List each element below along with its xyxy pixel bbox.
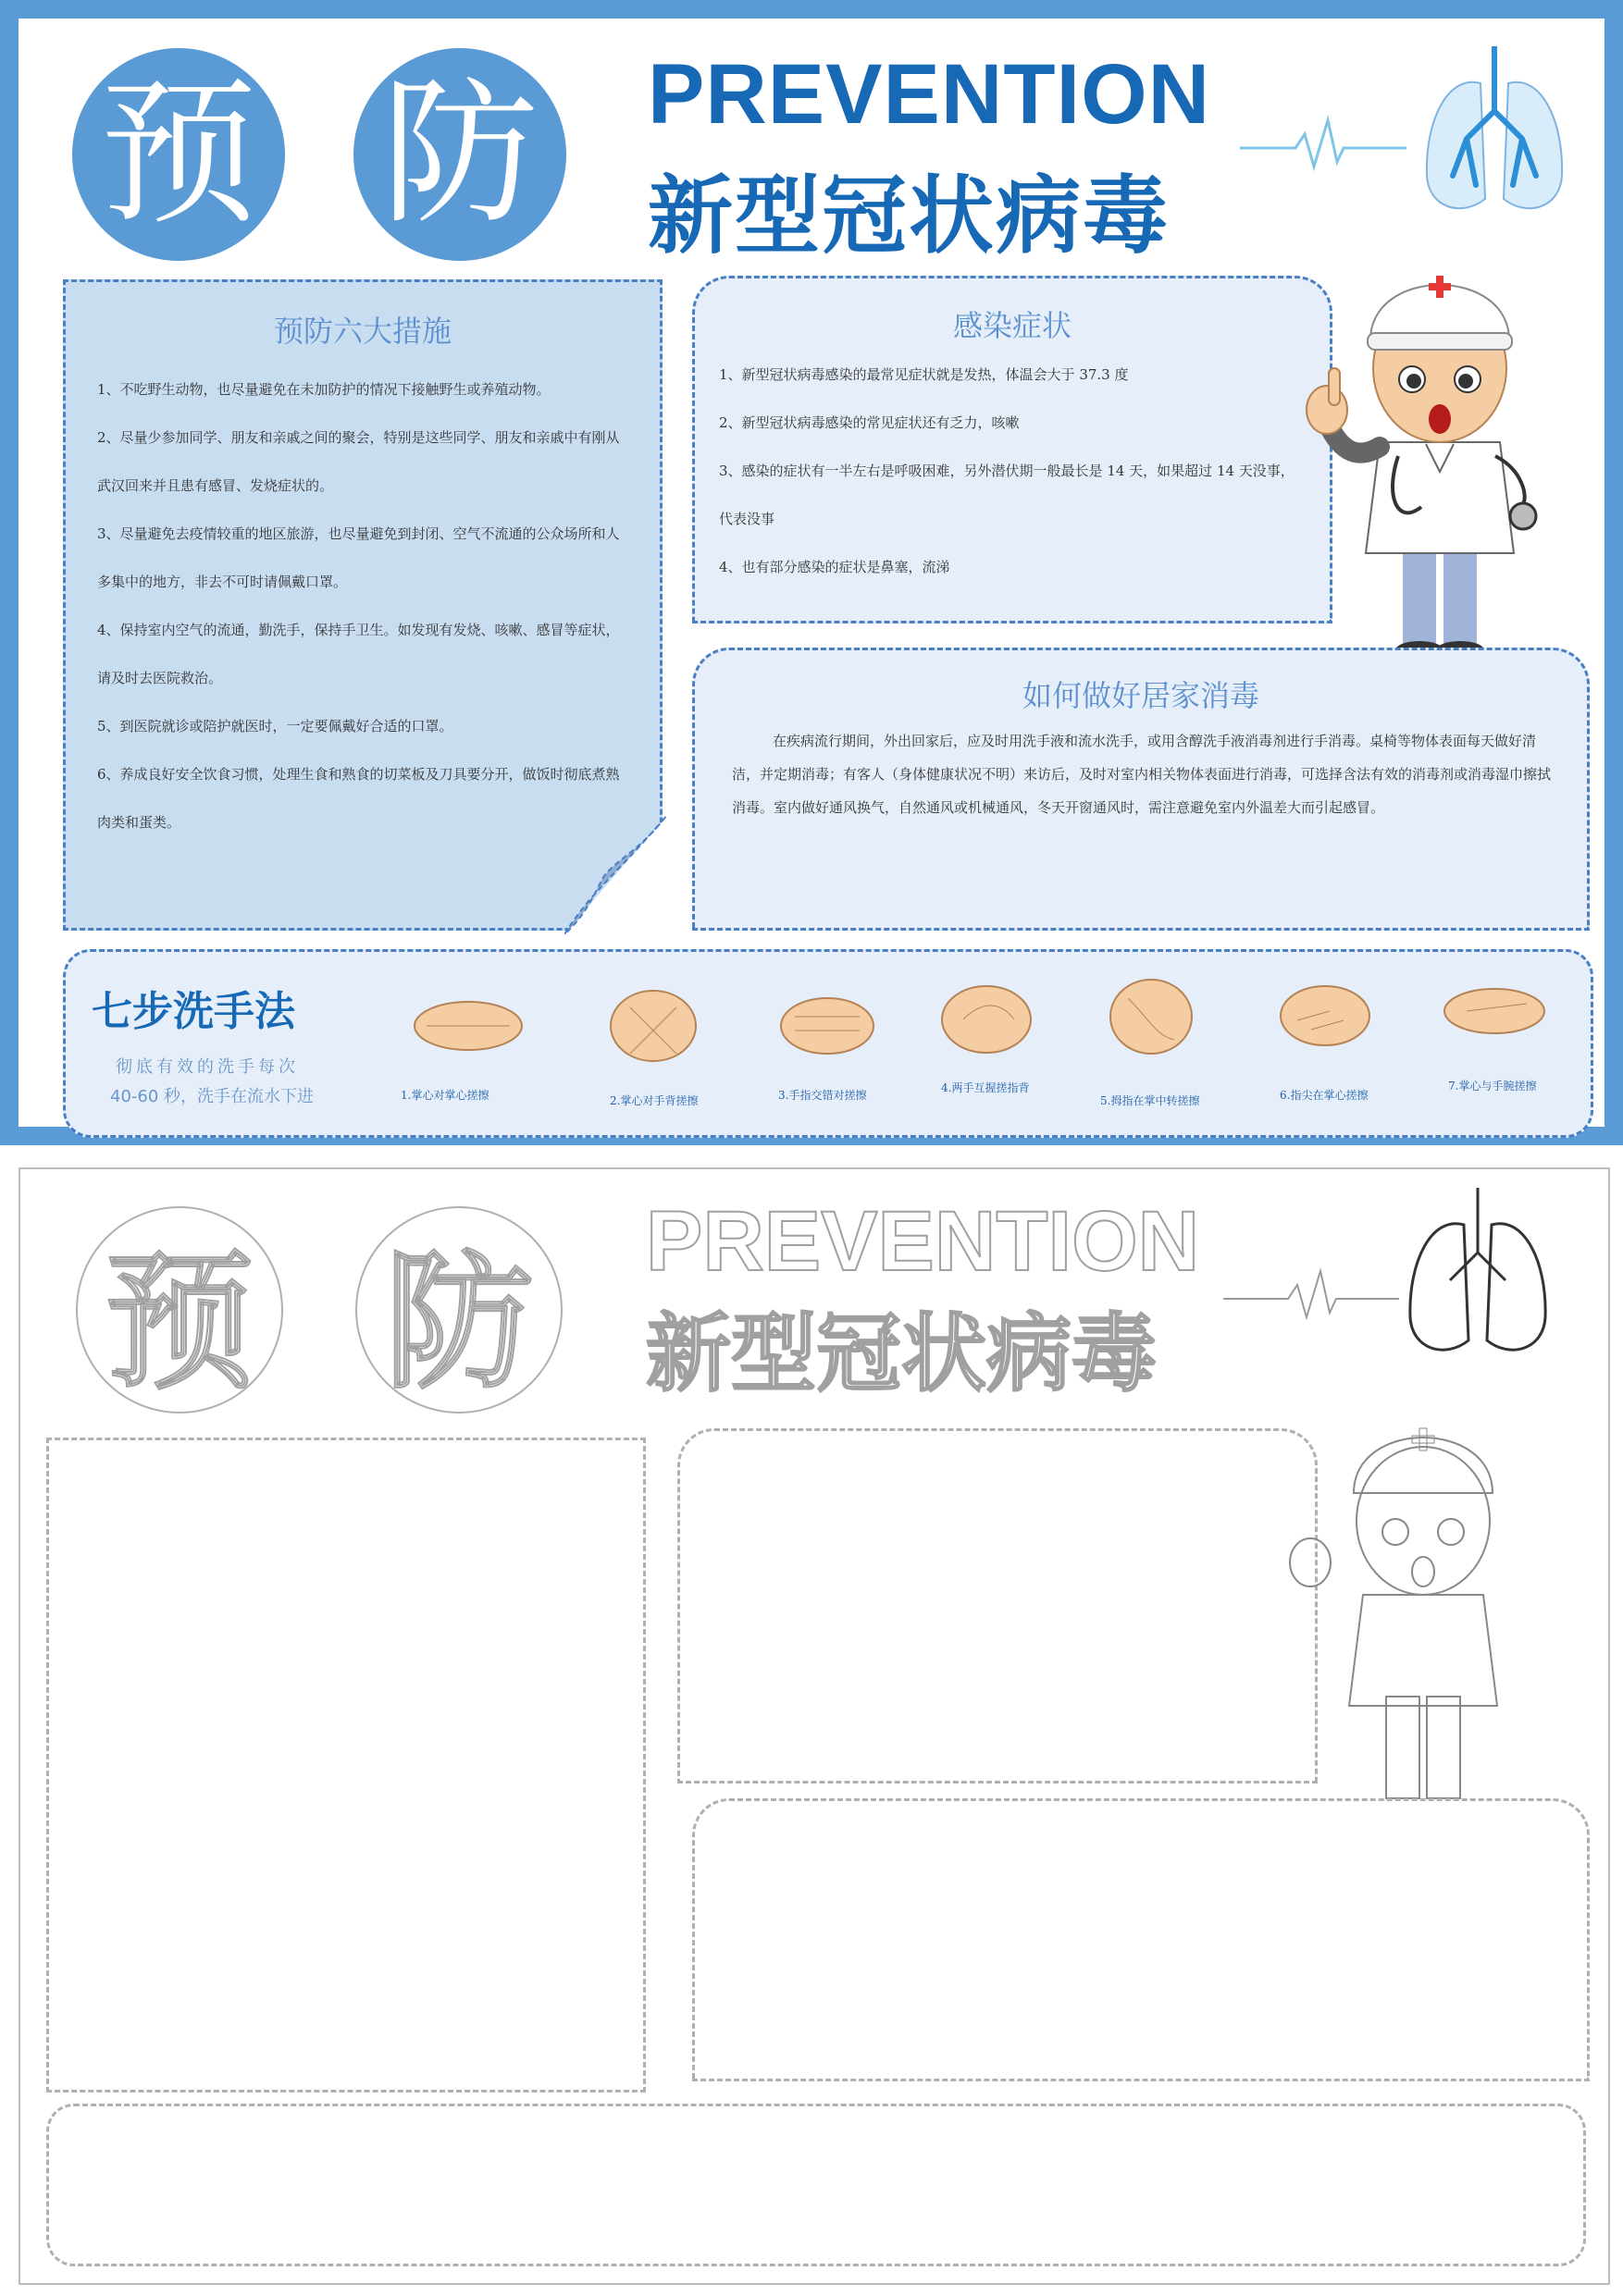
handwash-step-6-icon <box>1274 974 1376 1057</box>
prevention-item-6: 6、养成良好安全饮食习惯，处理生食和熟食的切菜板及刀具要分开，做饭时彻底煮熟肉类和蛋类。 <box>97 766 620 831</box>
header-circle-1 <box>72 48 285 261</box>
symptoms-box <box>692 276 1332 623</box>
handwash-subtitle-1: 彻底有效的洗手每次 <box>116 1057 299 1077</box>
handwash-step-5-label: 5.拇指在掌中转搓擦 <box>1100 1094 1200 1107</box>
outline-title-chinese: 新型冠状病毒 <box>646 1304 1158 1403</box>
symptom-item-4: 4、也有部分感染的症状是鼻塞，流涕 <box>719 559 950 575</box>
handwash-step-6-label: 6.指尖在掌心搓擦 <box>1280 1089 1369 1102</box>
prevention-title: 预防六大措施 <box>273 314 452 349</box>
outline-circle-1 <box>76 1206 283 1413</box>
prevention-item-5: 5、到医院就诊或陪护就医时，一定要佩戴好合适的口罩。 <box>97 718 453 734</box>
doctor-illustration <box>1301 229 1579 664</box>
prevention-item-2: 2、尽量少参加同学、朋友和亲戚之间的聚会，特别是这些同学、朋友和亲戚中有刚从武汉回来并且患有感冒、发烧症状的。 <box>97 429 620 494</box>
prevention-item-4: 4、保持室内空气的流通，勤洗手，保持手卫生。如发现有发烧、咳嗽、感冒等症状，请及时去医院救治。 <box>97 622 620 686</box>
outline-poster <box>19 1167 1610 2285</box>
handwash-subtitle-2: 40-60 秒，洗手在流水下进 <box>110 1087 315 1106</box>
title-english: PREVENTION <box>648 47 1211 142</box>
title-chinese: 新型冠状病毒 <box>648 167 1171 265</box>
handwash-box <box>63 949 1593 1138</box>
handwash-step-1-label: 1.掌心对掌心搓擦 <box>401 1089 489 1102</box>
handwash-step-7-icon <box>1439 976 1550 1041</box>
prevention-item-3: 3、尽量避免去疫情较重的地区旅游，也尽量避免到封闭、空气不流通的公众场所和人多集中的地方，非去不可时请佩戴口罩。 <box>97 525 620 590</box>
handwash-step-3-label: 3.手指交错对搓擦 <box>778 1089 867 1102</box>
outline-bottom-box <box>46 2104 1586 2266</box>
disinfection-box <box>692 648 1590 931</box>
page-curl <box>564 816 666 934</box>
outline-doctor-illustration <box>1284 1382 1562 1817</box>
outline-circle-2 <box>355 1206 563 1413</box>
symptom-item-3: 3、感染的症状有一半左右是呼吸困难，另外潜伏期一般最长是 14 天，如果超过 14 天没事，代表没事 <box>719 463 1295 527</box>
handwash-step-4-icon <box>935 978 1037 1061</box>
outline-disinfection-box <box>692 1798 1590 2081</box>
handwash-step-1-icon <box>408 989 528 1063</box>
header-char-2: 防 <box>380 63 539 246</box>
prevention-item-1: 1、不吃野生动物，也尽量避免在未加防护的情况下接触野生或养殖动物。 <box>97 381 551 398</box>
handwash-step-7-label: 7.掌心与手腕搓擦 <box>1448 1080 1537 1092</box>
outline-char-1: 预 <box>105 1235 254 1409</box>
handwash-step-4-label: 4.两手互握搓指背 <box>941 1081 1030 1094</box>
outline-left-box <box>46 1438 646 2092</box>
handwash-step-3-icon <box>776 989 878 1063</box>
outline-symptoms-box <box>677 1428 1318 1784</box>
outline-heartbeat-line <box>1223 1243 1399 1327</box>
colored-poster <box>0 0 1623 1145</box>
outline-title-english: PREVENTION <box>646 1194 1200 1289</box>
outline-lungs-icon <box>1399 1188 1556 1364</box>
header-circle-2 <box>353 48 566 261</box>
handwash-title: 七步洗手法 <box>92 988 295 1035</box>
handwash-step-5-icon <box>1100 970 1202 1063</box>
symptom-item-2: 2、新型冠状病毒感染的常见症状还有乏力，咳嗽 <box>719 414 1020 431</box>
disinfection-title: 如何做好居家消毒 <box>1022 678 1259 713</box>
symptom-item-1: 1、新型冠状病毒感染的最常见症状就是发热，体温会大于 37.3 度 <box>719 366 1129 383</box>
heartbeat-line <box>1240 93 1406 176</box>
handwash-step-2-label: 2.掌心对手背搓擦 <box>610 1094 699 1107</box>
handwash-step-2-icon <box>602 980 704 1072</box>
header-char-1: 预 <box>99 63 257 246</box>
symptoms-title: 感染症状 <box>952 308 1072 343</box>
disinfection-text: 在疾病流行期间，外出回家后，应及时用洗手液和流水洗手，或用含醇洗手液消毒剂进行手消毒。桌椅等物体表面每天做好清洁，并定期消毒；有客人（身体健康状况不明）来访后，及时对室内相关物体表面进行消毒，可选择含法有效的消毒剂或消毒湿巾擦拭消毒。室内做好通风换气，自然通风或机械通风，冬天开窗通风时，需注意避免室内外温差大而引起感冒。 <box>732 733 1552 816</box>
lungs-icon <box>1416 46 1573 222</box>
outline-char-2: 防 <box>384 1235 533 1409</box>
